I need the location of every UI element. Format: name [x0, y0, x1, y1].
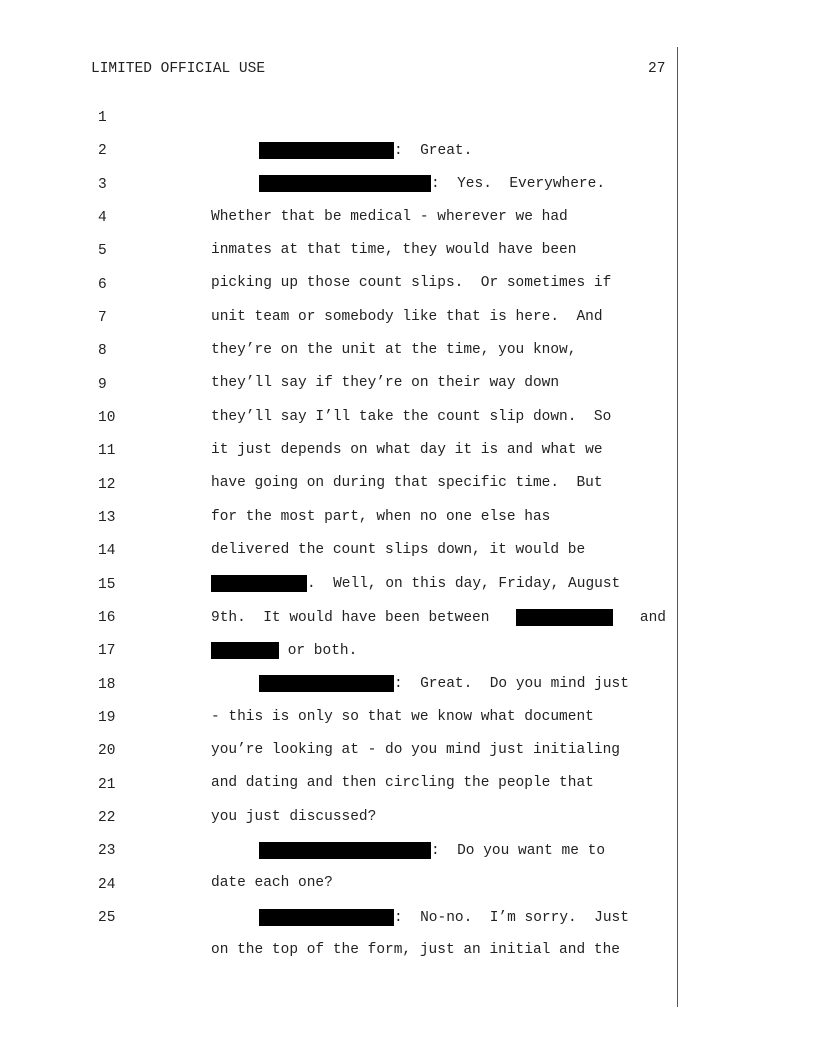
line-text [259, 142, 666, 159]
line-text [211, 375, 666, 391]
line-text-segment: they’re on the unit at the time, you know, [211, 342, 577, 358]
line-text-segment: 9th. It would have been between [211, 609, 490, 626]
line-text [211, 642, 666, 659]
redaction-block [211, 575, 307, 592]
line-number: 12 [98, 477, 116, 493]
line-text [211, 875, 666, 891]
line-text [211, 209, 666, 225]
line-number: 13 [98, 510, 116, 526]
line-text [211, 342, 666, 358]
redaction-block [259, 909, 394, 926]
line-text [211, 609, 666, 626]
line-text [259, 175, 666, 192]
line-number: 19 [98, 710, 116, 726]
classification-header: LIMITED OFFICIAL USE [91, 61, 266, 77]
line-text-segment: date each one? [211, 875, 333, 891]
line-text-segment: picking up those count slips. Or sometimes if [211, 275, 612, 291]
line-number: 25 [98, 910, 116, 926]
redaction-block [259, 175, 431, 192]
line-text-segment: or both. [279, 642, 358, 659]
line-number: 23 [98, 843, 116, 859]
redaction-block [259, 675, 394, 692]
line-number: 1 [98, 110, 107, 126]
line-number: 7 [98, 310, 107, 326]
line-text-segment: - this is only so that we know what document [211, 709, 594, 725]
line-number: 17 [98, 643, 116, 659]
line-text [211, 475, 666, 491]
line-number: 21 [98, 777, 116, 793]
line-text-segment: : Yes. Everywhere. [431, 175, 606, 192]
line-text-segment: delivered the count slips down, it would be [211, 542, 586, 558]
line-text-segment: you’re looking at - do you mind just initialing [211, 742, 620, 758]
line-text-segment: : Great. [394, 142, 473, 159]
line-number: 16 [98, 610, 116, 626]
line-text [211, 742, 666, 758]
line-number: 18 [98, 677, 116, 693]
line-number: 2 [98, 143, 107, 159]
line-text-segment: : Do you want me to [431, 842, 606, 859]
line-text-segment: and dating and then circling the people that [211, 775, 594, 791]
line-text [211, 942, 666, 958]
line-number: 14 [98, 543, 116, 559]
line-text-segment: it just depends on what day it is and what we [211, 442, 603, 458]
line-text-segment: and [639, 609, 666, 626]
line-number: 24 [98, 877, 116, 893]
line-text-segment: for the most part, when no one else has [211, 509, 551, 525]
line-number: 8 [98, 343, 107, 359]
line-number: 3 [98, 177, 107, 193]
redaction-block [259, 142, 394, 159]
line-number: 15 [98, 577, 116, 593]
line-text [211, 442, 666, 458]
line-text [211, 509, 666, 525]
line-number: 11 [98, 443, 116, 459]
transcript-line [0, 94, 473, 159]
redaction-block [516, 609, 613, 626]
line-text [211, 809, 666, 825]
line-text-segment: inmates at that time, they would have been [211, 242, 577, 258]
line-text [211, 575, 666, 592]
line-text [211, 275, 666, 291]
line-text [211, 242, 666, 258]
line-text-segment: have going on during that specific time. But [211, 475, 603, 491]
line-text [259, 842, 666, 859]
line-number: 9 [98, 377, 107, 393]
line-text [259, 909, 666, 926]
line-text-segment: . Well, on this day, Friday, August [307, 575, 621, 592]
line-text-segment: : Great. Do you mind just [394, 675, 629, 692]
line-text [211, 775, 666, 791]
line-number: 20 [98, 743, 116, 759]
line-text-segment: you just discussed? [211, 809, 377, 825]
line-text [211, 542, 666, 558]
redaction-block [211, 642, 279, 659]
line-text-segment: on the top of the form, just an initial and the [211, 942, 620, 958]
line-text-segment: : No-no. I’m sorry. Just [394, 909, 629, 926]
line-text [211, 309, 666, 325]
line-text-segment: Whether that be medical - wherever we had [211, 209, 568, 225]
line-text [211, 409, 666, 425]
line-number: 5 [98, 243, 107, 259]
line-number: 6 [98, 277, 107, 293]
line-text-segment: they’ll say I’ll take the count slip down. So [211, 409, 612, 425]
line-number: 22 [98, 810, 116, 826]
line-text [211, 709, 666, 725]
page-number: 27 [648, 61, 666, 77]
line-number: 4 [98, 210, 107, 226]
right-margin-rule [677, 47, 678, 1007]
line-number: 10 [98, 410, 116, 426]
line-text-segment: unit team or somebody like that is here. And [211, 309, 603, 325]
redaction-block [259, 842, 431, 859]
line-text-segment: they’ll say if they’re on their way down [211, 375, 560, 391]
line-text [259, 675, 666, 692]
